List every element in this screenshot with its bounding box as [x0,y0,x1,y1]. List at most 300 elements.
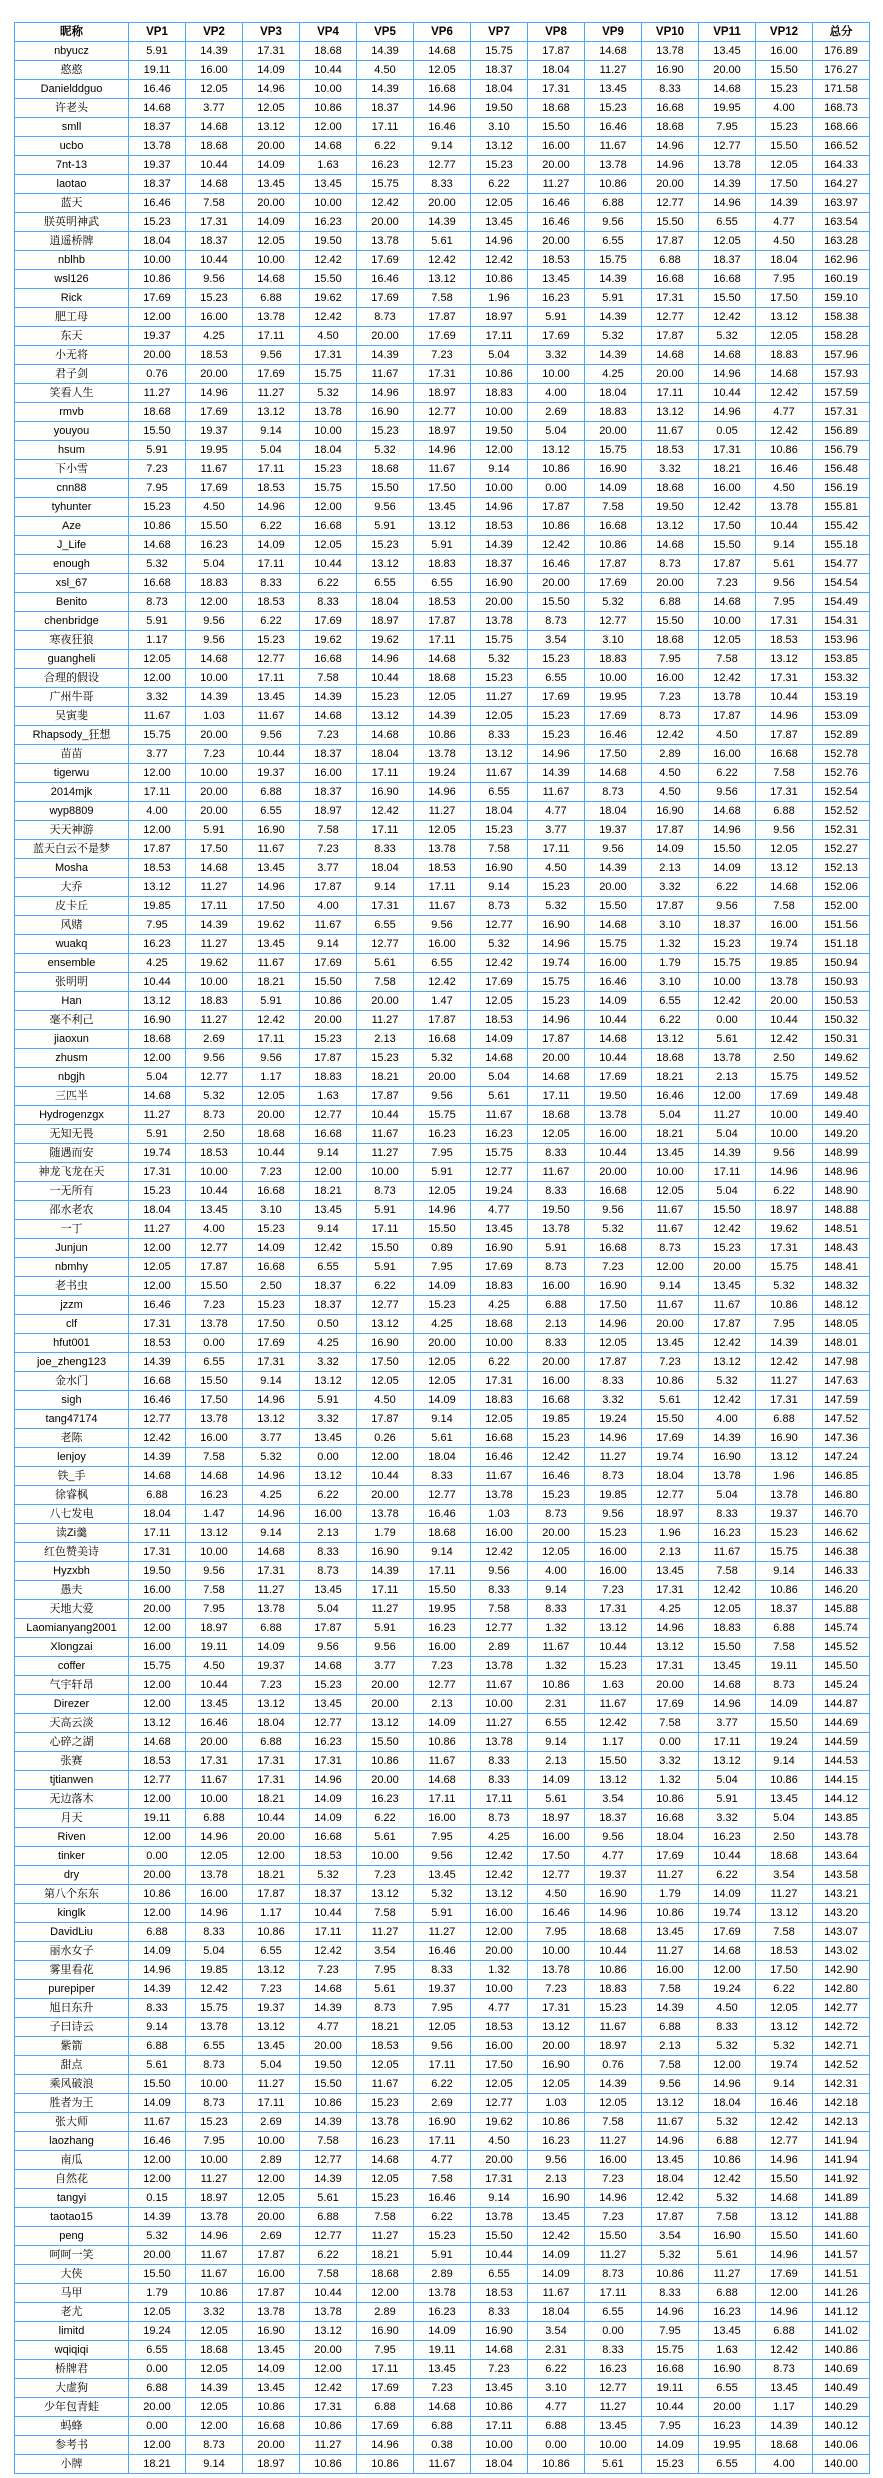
player-name-cell: kinglk [15,1904,129,1923]
table-row [15,2341,870,2360]
player-name-cell: laotao [15,175,129,194]
vp-score-cell: 13.78 [756,1486,813,1505]
vp-score-cell: 18.53 [756,1942,813,1961]
vp-score-cell: 16.46 [129,1391,186,1410]
vp-score-cell: 10.86 [585,175,642,194]
vp-score-cell: 12.05 [756,1999,813,2018]
vp-score-cell: 20.00 [585,878,642,897]
vp-score-cell: 14.68 [642,536,699,555]
vp-score-cell: 15.23 [585,1524,642,1543]
vp-score-cell: 17.31 [129,1543,186,1562]
vp-score-cell: 15.50 [300,973,357,992]
vp-score-cell: 6.88 [243,1733,300,1752]
vp-score-cell: 1.96 [471,289,528,308]
total-score-cell: 141.12 [813,2303,870,2322]
vp-score-cell: 17.69 [642,1429,699,1448]
vp-score-cell: 15.50 [756,1714,813,1733]
vp-score-cell: 14.68 [699,346,756,365]
vp-score-cell: 3.32 [528,346,585,365]
vp-score-cell: 17.87 [642,2208,699,2227]
vp-score-cell: 14.09 [528,2265,585,2284]
vp-score-cell: 12.05 [471,707,528,726]
vp-score-cell: 18.53 [186,346,243,365]
vp-score-cell: 5.32 [129,555,186,574]
vp-score-cell: 10.44 [357,669,414,688]
vp-score-cell: 14.09 [243,213,300,232]
vp-score-cell: 12.05 [585,1334,642,1353]
vp-score-cell: 16.68 [642,270,699,289]
total-score-cell: 143.78 [813,1828,870,1847]
table-row [15,1087,870,1106]
vp-score-cell: 12.77 [186,1239,243,1258]
vp-score-cell: 17.87 [642,897,699,916]
vp-score-cell: 13.78 [699,1467,756,1486]
vp-score-cell: 11.67 [357,1125,414,1144]
vp-score-cell: 16.00 [414,1809,471,1828]
vp-score-cell: 3.54 [642,2227,699,2246]
vp-score-cell: 6.88 [243,783,300,802]
vp-score-cell: 17.11 [243,460,300,479]
total-score-cell: 158.38 [813,308,870,327]
vp-score-cell: 12.42 [300,308,357,327]
vp-score-cell: 12.05 [300,536,357,555]
vp-score-cell: 12.05 [471,2075,528,2094]
vp-score-cell: 14.39 [186,916,243,935]
table-row [15,688,870,707]
table-row [15,270,870,289]
vp-score-cell: 9.56 [585,840,642,859]
player-name-cell: smll [15,118,129,137]
vp-score-cell: 8.73 [186,2094,243,2113]
total-score-cell: 145.88 [813,1600,870,1619]
vp-score-cell: 17.87 [357,1087,414,1106]
vp-score-cell: 20.00 [528,1353,585,1372]
vp-score-cell: 10.44 [642,2398,699,2417]
player-name-cell: lenjoy [15,1448,129,1467]
player-name-cell: 广州牛哥 [15,688,129,707]
vp-score-cell: 8.73 [471,897,528,916]
vp-score-cell: 17.87 [300,878,357,897]
vp-score-cell: 12.42 [471,1847,528,1866]
table-row [15,650,870,669]
table-row [15,2151,870,2170]
total-score-cell: 147.52 [813,1410,870,1429]
vp-score-cell: 4.50 [528,859,585,878]
vp-score-cell: 13.12 [414,270,471,289]
vp-score-cell: 14.96 [243,1505,300,1524]
vp-score-cell: 16.23 [528,2132,585,2151]
vp-score-cell: 16.68 [129,574,186,593]
vp-score-cell: 6.88 [756,1619,813,1638]
vp-score-cell: 13.78 [414,745,471,764]
vp-score-cell: 10.00 [471,2436,528,2455]
vp-score-cell: 16.90 [471,1239,528,1258]
table-row [15,1448,870,1467]
total-score-cell: 148.32 [813,1277,870,1296]
header-row [15,23,870,42]
vp-score-cell: 16.90 [699,2227,756,2246]
vp-score-cell: 14.68 [528,1068,585,1087]
vp-score-cell: 17.69 [528,688,585,707]
vp-score-cell: 12.42 [471,1543,528,1562]
vp-score-cell: 17.69 [357,289,414,308]
vp-score-cell: 0.89 [414,1239,471,1258]
vp-score-cell: 13.12 [357,1714,414,1733]
vp-score-cell: 5.32 [414,1885,471,1904]
vp-score-cell: 14.39 [129,1353,186,1372]
vp-score-cell: 17.69 [414,327,471,346]
vp-score-cell: 14.68 [300,1980,357,1999]
vp-score-cell: 10.00 [471,1980,528,1999]
total-score-cell: 148.12 [813,1296,870,1315]
table-row [15,1372,870,1391]
vp-score-cell: 18.83 [585,403,642,422]
player-name-cell: 读Zi羹 [15,1524,129,1543]
table-row [15,194,870,213]
column-header-vp2: VP2 [186,23,243,42]
vp-score-cell: 20.00 [528,574,585,593]
vp-score-cell: 13.45 [243,2037,300,2056]
vp-score-cell: 16.68 [300,1125,357,1144]
vp-score-cell: 15.23 [471,669,528,688]
vp-score-cell: 15.75 [756,1543,813,1562]
vp-score-cell: 13.45 [243,935,300,954]
vp-score-cell: 19.62 [300,631,357,650]
total-score-cell: 140.00 [813,2455,870,2474]
vp-score-cell: 16.00 [585,2151,642,2170]
vp-score-cell: 18.68 [129,403,186,422]
table-row [15,631,870,650]
vp-score-cell: 18.68 [357,460,414,479]
vp-score-cell: 14.96 [756,2151,813,2170]
vp-score-cell: 15.50 [642,612,699,631]
vp-score-cell: 18.37 [129,118,186,137]
vp-score-cell: 16.00 [471,2037,528,2056]
vp-score-cell: 13.45 [699,1277,756,1296]
vp-score-cell: 15.75 [471,42,528,61]
vp-score-cell: 18.21 [357,2018,414,2037]
vp-score-cell: 17.69 [756,1087,813,1106]
vp-score-cell: 3.77 [699,1714,756,1733]
vp-score-cell: 7.95 [642,2417,699,2436]
vp-score-cell: 12.42 [699,1334,756,1353]
vp-score-cell: 17.31 [243,1771,300,1790]
vp-score-cell: 6.55 [699,2455,756,2474]
vp-score-cell: 8.73 [585,1467,642,1486]
vp-score-cell: 18.04 [585,384,642,403]
player-name-cell: rmvb [15,403,129,422]
vp-score-cell: 18.97 [357,612,414,631]
vp-score-cell: 5.61 [699,1030,756,1049]
vp-score-cell: 16.68 [699,270,756,289]
vp-score-cell: 17.31 [129,1315,186,1334]
vp-score-cell: 1.17 [243,1904,300,1923]
table-row [15,1904,870,1923]
total-score-cell: 145.52 [813,1638,870,1657]
vp-score-cell: 1.47 [414,992,471,1011]
vp-score-cell: 10.44 [756,1011,813,1030]
table-row [15,1296,870,1315]
vp-score-cell: 13.45 [243,859,300,878]
vp-score-cell: 19.37 [243,1657,300,1676]
vp-score-cell: 3.54 [528,631,585,650]
vp-score-cell: 7.95 [528,1923,585,1942]
vp-score-cell: 16.00 [414,1638,471,1657]
vp-score-cell: 14.96 [699,194,756,213]
player-name-cell: 皮卡丘 [15,897,129,916]
vp-score-cell: 17.50 [357,1353,414,1372]
player-name-cell: ucbo [15,137,129,156]
vp-score-cell: 11.27 [414,1923,471,1942]
vp-score-cell: 11.67 [186,2246,243,2265]
vp-score-cell: 12.00 [129,1904,186,1923]
vp-score-cell: 1.32 [528,1619,585,1638]
vp-score-cell: 12.77 [414,403,471,422]
table-row [15,764,870,783]
vp-score-cell: 7.58 [300,669,357,688]
vp-score-cell: 15.23 [528,1429,585,1448]
vp-score-cell: 5.91 [414,1163,471,1182]
vp-score-cell: 18.53 [471,517,528,536]
total-score-cell: 156.19 [813,479,870,498]
vp-score-cell: 11.27 [528,175,585,194]
vp-score-cell: 15.75 [756,1258,813,1277]
vp-score-cell: 11.27 [129,1220,186,1239]
vp-score-cell: 14.68 [186,650,243,669]
table-row [15,479,870,498]
vp-score-cell: 12.05 [243,232,300,251]
vp-score-cell: 17.31 [471,2170,528,2189]
player-name-cell: guangheli [15,650,129,669]
player-name-cell: 一无所有 [15,1182,129,1201]
vp-score-cell: 14.68 [699,593,756,612]
vp-score-cell: 11.67 [471,1467,528,1486]
vp-score-cell: 12.05 [528,2075,585,2094]
vp-score-cell: 13.45 [243,2341,300,2360]
vp-score-cell: 17.87 [129,840,186,859]
vp-score-cell: 18.04 [129,1201,186,1220]
vp-score-cell: 13.45 [528,2208,585,2227]
vp-score-cell: 18.53 [414,859,471,878]
vp-score-cell: 12.05 [756,327,813,346]
vp-score-cell: 15.50 [129,2075,186,2094]
vp-score-cell: 8.73 [186,2436,243,2455]
vp-score-cell: 6.55 [585,2303,642,2322]
vp-score-cell: 7.58 [414,2170,471,2189]
vp-score-cell: 18.04 [300,441,357,460]
vp-score-cell: 15.23 [186,289,243,308]
total-score-cell: 156.79 [813,441,870,460]
vp-score-cell: 7.58 [642,1714,699,1733]
vp-score-cell: 4.00 [699,1410,756,1429]
vp-score-cell: 4.50 [357,1391,414,1410]
vp-score-cell: 10.00 [528,365,585,384]
vp-score-cell: 16.90 [243,2322,300,2341]
vp-score-cell: 11.27 [186,878,243,897]
vp-score-cell: 13.12 [129,992,186,1011]
vp-score-cell: 18.21 [642,1125,699,1144]
vp-score-cell: 14.39 [585,346,642,365]
player-name-cell: tjtianwen [15,1771,129,1790]
table-row [15,1885,870,1904]
vp-score-cell: 9.56 [585,213,642,232]
player-name-cell: 呵呵一笑 [15,2246,129,2265]
vp-score-cell: 18.97 [186,1619,243,1638]
vp-score-cell: 13.45 [699,2322,756,2341]
vp-score-cell: 18.97 [528,1809,585,1828]
vp-score-cell: 12.42 [528,1448,585,1467]
vp-score-cell: 5.04 [129,1068,186,1087]
vp-score-cell: 7.23 [300,726,357,745]
vp-score-cell: 0.05 [699,422,756,441]
table-row [15,1524,870,1543]
vp-score-cell: 14.96 [243,498,300,517]
vp-score-cell: 8.73 [357,1999,414,2018]
table-row [15,2227,870,2246]
player-name-cell: sigh [15,1391,129,1410]
vp-score-cell: 10.00 [186,973,243,992]
vp-score-cell: 17.69 [243,1334,300,1353]
vp-score-cell: 3.10 [243,1201,300,1220]
vp-score-cell: 15.50 [528,118,585,137]
total-score-cell: 144.87 [813,1695,870,1714]
vp-score-cell: 20.00 [699,2398,756,2417]
vp-score-cell: 11.67 [585,2018,642,2037]
vp-score-cell: 3.77 [357,1657,414,1676]
vp-score-cell: 14.96 [357,2436,414,2455]
vp-score-cell: 15.50 [699,1201,756,1220]
vp-score-cell: 6.88 [129,1923,186,1942]
vp-score-cell: 19.24 [471,1182,528,1201]
vp-score-cell: 20.00 [186,726,243,745]
vp-score-cell: 12.77 [414,1676,471,1695]
total-score-cell: 155.81 [813,498,870,517]
total-score-cell: 141.26 [813,2284,870,2303]
vp-score-cell: 0.00 [585,2322,642,2341]
vp-score-cell: 8.73 [528,612,585,631]
vp-score-cell: 12.77 [129,1410,186,1429]
table-row [15,745,870,764]
vp-score-cell: 20.00 [186,365,243,384]
vp-score-cell: 14.96 [528,1011,585,1030]
vp-score-cell: 14.68 [300,1657,357,1676]
table-row [15,1011,870,1030]
total-score-cell: 153.19 [813,688,870,707]
vp-score-cell: 7.58 [756,764,813,783]
vp-score-cell: 6.22 [414,2208,471,2227]
vp-score-cell: 13.12 [243,1695,300,1714]
vp-score-cell: 10.44 [186,1676,243,1695]
vp-score-cell: 4.50 [699,726,756,745]
vp-score-cell: 18.53 [471,2018,528,2037]
vp-score-cell: 12.77 [414,1486,471,1505]
player-name-cell: 大乔 [15,878,129,897]
vp-score-cell: 12.05 [528,1125,585,1144]
vp-score-cell: 18.68 [642,631,699,650]
vp-score-cell: 15.23 [300,1030,357,1049]
vp-score-cell: 17.69 [357,2379,414,2398]
vp-score-cell: 16.68 [243,2417,300,2436]
table-row [15,99,870,118]
vp-score-cell: 12.42 [357,802,414,821]
vp-score-cell: 17.87 [699,707,756,726]
table-row [15,2284,870,2303]
vp-score-cell: 13.78 [186,1410,243,1429]
player-name-cell: 红色赞美诗 [15,1543,129,1562]
vp-score-cell: 14.96 [699,365,756,384]
score-table-body [15,42,870,2474]
table-row [15,783,870,802]
vp-score-cell: 13.78 [186,1866,243,1885]
table-row [15,61,870,80]
vp-score-cell: 18.21 [300,1182,357,1201]
vp-score-cell: 4.50 [756,479,813,498]
vp-score-cell: 15.23 [300,1676,357,1695]
vp-score-cell: 12.42 [699,1391,756,1410]
vp-score-cell: 15.50 [357,479,414,498]
player-name-cell: J_Life [15,536,129,555]
table-row [15,1391,870,1410]
vp-score-cell: 14.96 [585,1904,642,1923]
vp-score-cell: 14.96 [243,1391,300,1410]
vp-score-cell: 4.50 [300,327,357,346]
vp-score-cell: 8.33 [414,175,471,194]
vp-score-cell: 10.86 [642,1372,699,1391]
vp-score-cell: 15.50 [300,2075,357,2094]
vp-score-cell: 17.69 [642,1695,699,1714]
table-row [15,878,870,897]
vp-score-cell: 20.00 [357,327,414,346]
vp-score-cell: 18.68 [528,99,585,118]
player-name-cell: clf [15,1315,129,1334]
vp-score-cell: 14.96 [528,745,585,764]
vp-score-cell: 4.77 [471,1999,528,2018]
vp-score-cell: 16.90 [129,1011,186,1030]
vp-score-cell: 13.78 [186,2208,243,2227]
vp-score-cell: 13.12 [756,2208,813,2227]
player-name-cell: 张赛 [15,1752,129,1771]
vp-score-cell: 9.56 [585,1505,642,1524]
vp-score-cell: 12.42 [756,1030,813,1049]
total-score-cell: 141.60 [813,2227,870,2246]
vp-score-cell: 5.91 [414,1904,471,1923]
vp-score-cell: 7.58 [186,1581,243,1600]
vp-score-cell: 10.44 [756,688,813,707]
vp-score-cell: 18.53 [129,1334,186,1353]
vp-score-cell: 5.91 [528,1239,585,1258]
vp-score-cell: 12.77 [129,1771,186,1790]
vp-score-cell: 16.23 [357,2132,414,2151]
vp-score-cell: 4.00 [186,1220,243,1239]
player-name-cell: 丽水女子 [15,1942,129,1961]
total-score-cell: 143.07 [813,1923,870,1942]
vp-score-cell: 20.00 [243,2208,300,2227]
vp-score-cell: 7.23 [699,574,756,593]
vp-score-cell: 17.69 [243,365,300,384]
vp-score-cell: 4.25 [642,1600,699,1619]
vp-score-cell: 13.45 [756,1790,813,1809]
vp-score-cell: 8.33 [471,1752,528,1771]
vp-score-cell: 15.50 [186,1372,243,1391]
vp-score-cell: 12.42 [357,194,414,213]
player-name-cell: DavidLiu [15,1923,129,1942]
vp-score-cell: 14.68 [129,99,186,118]
vp-score-cell: 13.45 [471,213,528,232]
player-name-cell: 南瓜 [15,2151,129,2170]
player-name-cell: 老陈 [15,1429,129,1448]
vp-score-cell: 7.58 [357,2208,414,2227]
player-name-cell: Hydrogenzgx [15,1106,129,1125]
